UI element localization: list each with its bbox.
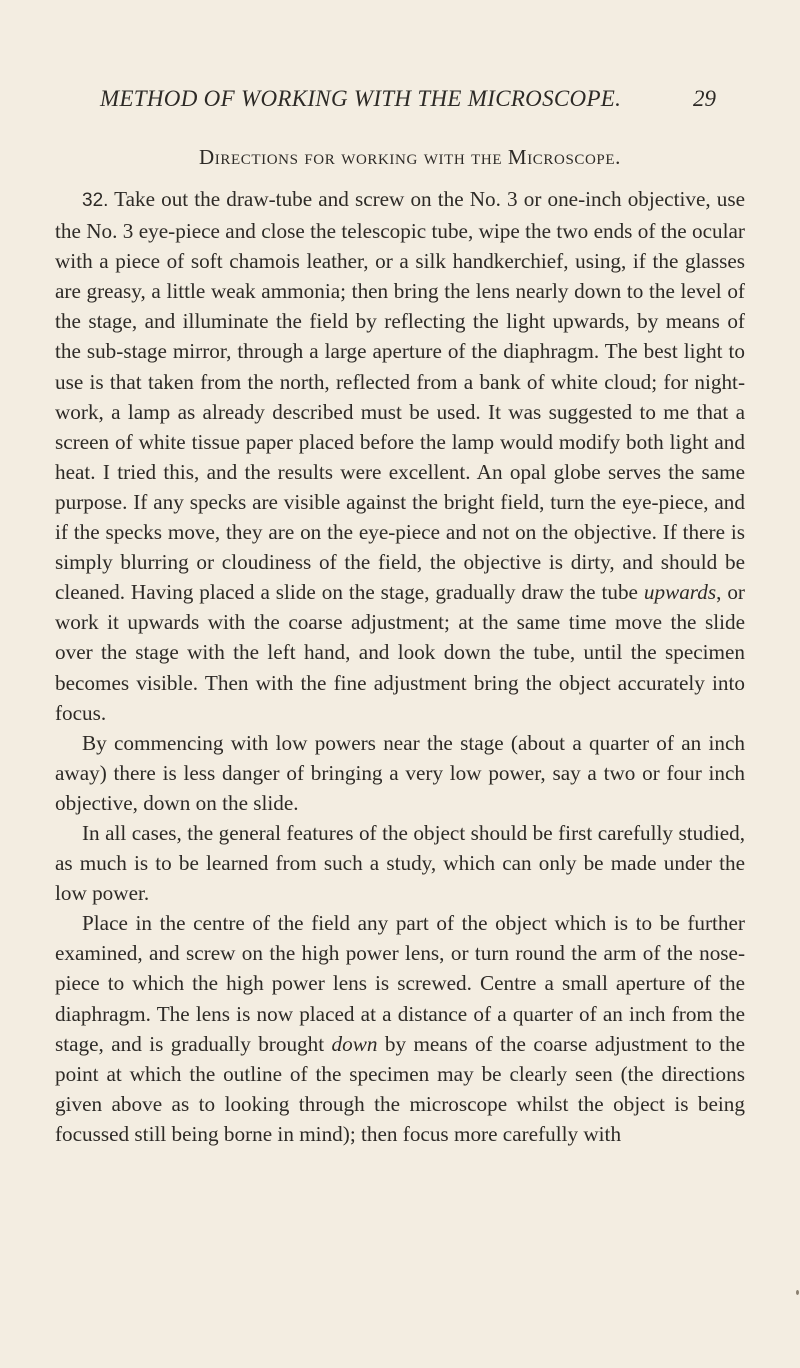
text-run: Take out the draw-tube and screw on the No. 3 or one-inch objective, use the No. 3 eye-piece and close the telescopic tube, wipe the two ends of the ocular with a piece of soft chamois leather, or a silk handkerchief, using, if the glasses are greasy, a little weak ammonia; then bring the lens nearly down to the level of the stage, and illuminate the field by reflecting the light upwards, by means of the sub-stage mirror, through a large aperture of the diaphragm. The best light to use is that taken from the north, reflected from a bank of white cloud; for night-work, a lamp as already described must be used. It was suggested to me that a screen of white tissue paper placed before the lamp would modify both light and heat. I tried this, and the results were excellent. An opal globe serves the same purpose. If any specks are visible against the bright field, turn the eye-piece, and if the specks move, they are on the eye-piece and not on the objective. If there is simply blurring or cloudiness of the field, the objective is dirty, and should be cleaned. Having placed a slide on the stage, gradually draw the tube xyxy=(55,187,745,605)
italic-text: down xyxy=(331,1031,378,1056)
running-head: METHOD OF WORKING WITH THE MICROSCOPE. xyxy=(100,86,622,111)
body-text xyxy=(55,184,745,1149)
text-run: Place in the centre of the field any part of the object which is to be further examined, and screw on the high power lens, or turn round the arm of the nose-piece to which the high power lens is screwed. Centre a small aperture of the diaphragm. The lens is now placed at a distance of a quarter of an inch from the stage, and is gradually brought xyxy=(55,911,745,1056)
text-run: By commencing with low powers near the stage (about a quarter of an inch away) there is less danger of bringing a very low power, say a two or four inch objective, down on the slide. xyxy=(55,730,745,815)
page-number: 29 xyxy=(693,86,716,111)
paragraph xyxy=(55,728,745,818)
paragraph xyxy=(55,818,745,908)
paragraph xyxy=(55,184,745,728)
paper-speck xyxy=(796,1290,799,1295)
italic-text: upwards xyxy=(643,580,717,605)
text-run: by means of the coarse adjustment to the point at which the outline of the specimen may be clearly seen (the directions given above as to looking through the microscope whilst the object is being focussed still being borne in mind); then focus more carefully with xyxy=(55,1031,745,1146)
section-heading: Directions for working with the Microscope. xyxy=(199,145,621,169)
text-run: , or work it upwards with the coarse adjustment; at the same time move the slide over the stage with the left hand, and look down the tube, until the specimen becomes visible. Then with the fine adjustment bring the object accurately into focus. xyxy=(55,580,745,725)
paragraph xyxy=(55,908,745,1149)
paragraph-number: 32. xyxy=(82,190,109,211)
text-run: In all cases, the general features of the object should be first carefully studied, as much is to be learned from such a study, which can only be made under the low power. xyxy=(55,820,745,906)
